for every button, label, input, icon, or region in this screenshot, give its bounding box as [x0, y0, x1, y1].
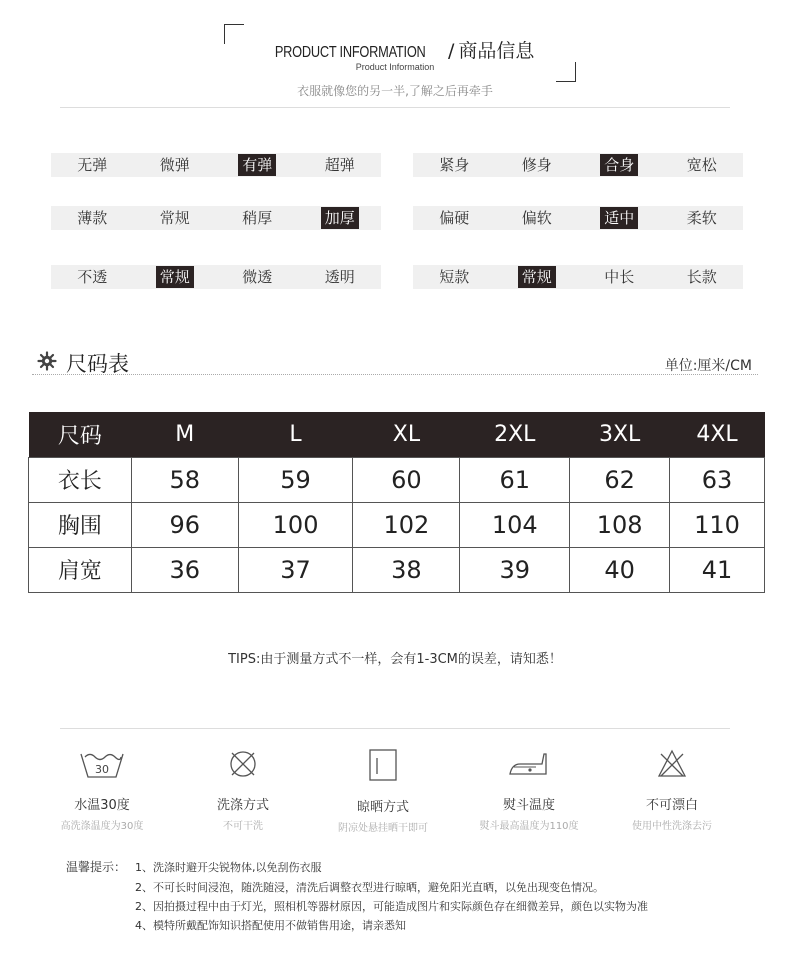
table-cell: 59	[238, 457, 353, 502]
table-header-cell: M	[131, 412, 238, 457]
attr-option: 长款	[686, 268, 717, 286]
attr-option: 宽松	[686, 156, 717, 174]
table-row	[29, 502, 765, 547]
table-cell: 96	[131, 502, 238, 547]
care-label: 洗涤方式	[216, 798, 269, 813]
attr-option: 微透	[242, 268, 273, 286]
notes-label: 温馨提示：	[66, 860, 127, 874]
note-item: 1、洗涤时避开尖锐物体,以免刮伤衣服	[135, 861, 322, 874]
table-cell: 108	[570, 502, 670, 547]
attr-option-selected: 适中	[578, 206, 661, 230]
attr-option-selected: 常规	[496, 265, 579, 289]
table-header-row	[29, 412, 765, 457]
attr-bar-length	[413, 265, 743, 289]
page-title-cn: 商品信息	[458, 40, 535, 62]
care-item-dry-clean	[168, 748, 318, 832]
size-chart-unit: 单位:厘米/CM	[664, 358, 752, 374]
note-item: 2、因拍摄过程中由于灯光，照相机等器材原因，可能造成图片和实际颜色存在细微差异，颜色以实物为准	[135, 900, 648, 913]
care-sub: 不可干洗	[223, 821, 263, 832]
attr-option-selected: 合身	[578, 153, 661, 177]
table-header-cell: 4XL	[670, 412, 765, 457]
care-sub: 高洗涤温度为30度	[60, 821, 144, 832]
attr-option: 稍厚	[242, 209, 273, 227]
page-title	[0, 36, 790, 63]
attr-option: 偏硬	[439, 209, 470, 227]
table-cell: 63	[670, 457, 765, 502]
table-cell: 38	[353, 547, 460, 592]
attr-option: 常规	[159, 209, 190, 227]
page-subtitle: Product Information	[355, 62, 435, 72]
table-cell: 100	[238, 502, 353, 547]
attr-option: 微弹	[159, 156, 190, 174]
table-row-header: 肩宽	[29, 547, 132, 592]
table-cell: 62	[570, 457, 670, 502]
care-item-bleach	[597, 748, 747, 832]
table-cell: 40	[570, 547, 670, 592]
table-cell: 104	[460, 502, 570, 547]
table-row	[29, 547, 765, 592]
table-cell: 58	[131, 457, 238, 502]
table-row	[29, 457, 765, 502]
wash-30-icon	[79, 748, 125, 780]
table-cell: 36	[131, 547, 238, 592]
table-header-cell: 3XL	[570, 412, 670, 457]
attr-option-selected: 有弹	[216, 153, 299, 177]
attr-option: 偏软	[521, 209, 552, 227]
care-item-wash	[27, 748, 177, 832]
attr-bar-transparency	[51, 265, 381, 289]
attr-option: 紧身	[439, 156, 470, 174]
page-slogan: 衣服就像您的另一半,了解之后再牵手	[297, 84, 493, 98]
table-row-header: 胸围	[29, 502, 132, 547]
size-table	[28, 412, 765, 593]
wash-temp-badge: 30	[95, 763, 109, 776]
attr-option: 超弹	[324, 156, 355, 174]
size-chart-divider	[32, 374, 758, 375]
table-cell: 102	[353, 502, 460, 547]
table-header-cell: XL	[353, 412, 460, 457]
iron-icon	[506, 748, 552, 780]
care-label: 不可漂白	[645, 798, 698, 813]
page-title-en: PRODUCT INFORMATION	[274, 44, 426, 61]
gear-icon	[37, 351, 57, 371]
table-cell: 37	[238, 547, 353, 592]
table-row-header: 衣长	[29, 457, 132, 502]
care-label: 熨斗温度	[502, 798, 555, 813]
care-divider	[60, 728, 730, 729]
table-cell: 110	[670, 502, 765, 547]
attr-option: 透明	[324, 268, 355, 286]
note-item: 4、模特所戴配饰知识搭配使用不做销售用途，请亲悉知	[135, 919, 406, 932]
attr-option-selected: 加厚	[299, 206, 382, 230]
table-cell: 39	[460, 547, 570, 592]
no-wash-icon	[220, 748, 266, 780]
care-item-iron	[454, 748, 604, 832]
table-header-cell: 2XL	[460, 412, 570, 457]
attr-bar-softness	[413, 206, 743, 230]
size-chart-title: 尺码表	[66, 352, 129, 376]
care-sub: 使用中性洗涤去污	[632, 821, 712, 832]
care-label: 水温30度	[74, 798, 130, 813]
table-cell: 60	[353, 457, 460, 502]
care-label: 晾晒方式	[356, 800, 409, 815]
attr-bar-elasticity	[51, 153, 381, 177]
attr-option: 薄款	[77, 209, 108, 227]
care-sub: 熨斗最高温度为110度	[479, 821, 579, 832]
attr-option: 柔软	[686, 209, 717, 227]
table-cell: 61	[460, 457, 570, 502]
attr-option-selected: 常规	[134, 265, 217, 289]
care-sub: 阴凉处悬挂晒干即可	[338, 823, 428, 834]
table-header-cell: 尺码	[29, 412, 132, 457]
attr-option: 短款	[439, 268, 470, 286]
hang-dry-icon	[360, 748, 406, 782]
header-divider	[60, 107, 730, 108]
attr-option: 中长	[604, 268, 635, 286]
attr-option: 修身	[521, 156, 552, 174]
attr-bar-thickness	[51, 206, 381, 230]
table-header-cell: L	[238, 412, 353, 457]
attr-option: 不透	[77, 268, 108, 286]
note-item: 2、不可长时间浸泡，随洗随浸，清洗后调整衣型进行晾晒，避免阳光直晒，以免出现变色情况。	[135, 881, 604, 894]
table-cell: 41	[670, 547, 765, 592]
attr-bar-fit	[413, 153, 743, 177]
no-bleach-icon	[649, 748, 695, 780]
care-item-dry	[308, 748, 458, 834]
tips-text: TIPS:由于测量方式不一样，会有1-3CM的误差，请知悉！	[228, 652, 562, 667]
page-title-slash: /	[447, 40, 455, 62]
attr-option: 无弹	[77, 156, 108, 174]
